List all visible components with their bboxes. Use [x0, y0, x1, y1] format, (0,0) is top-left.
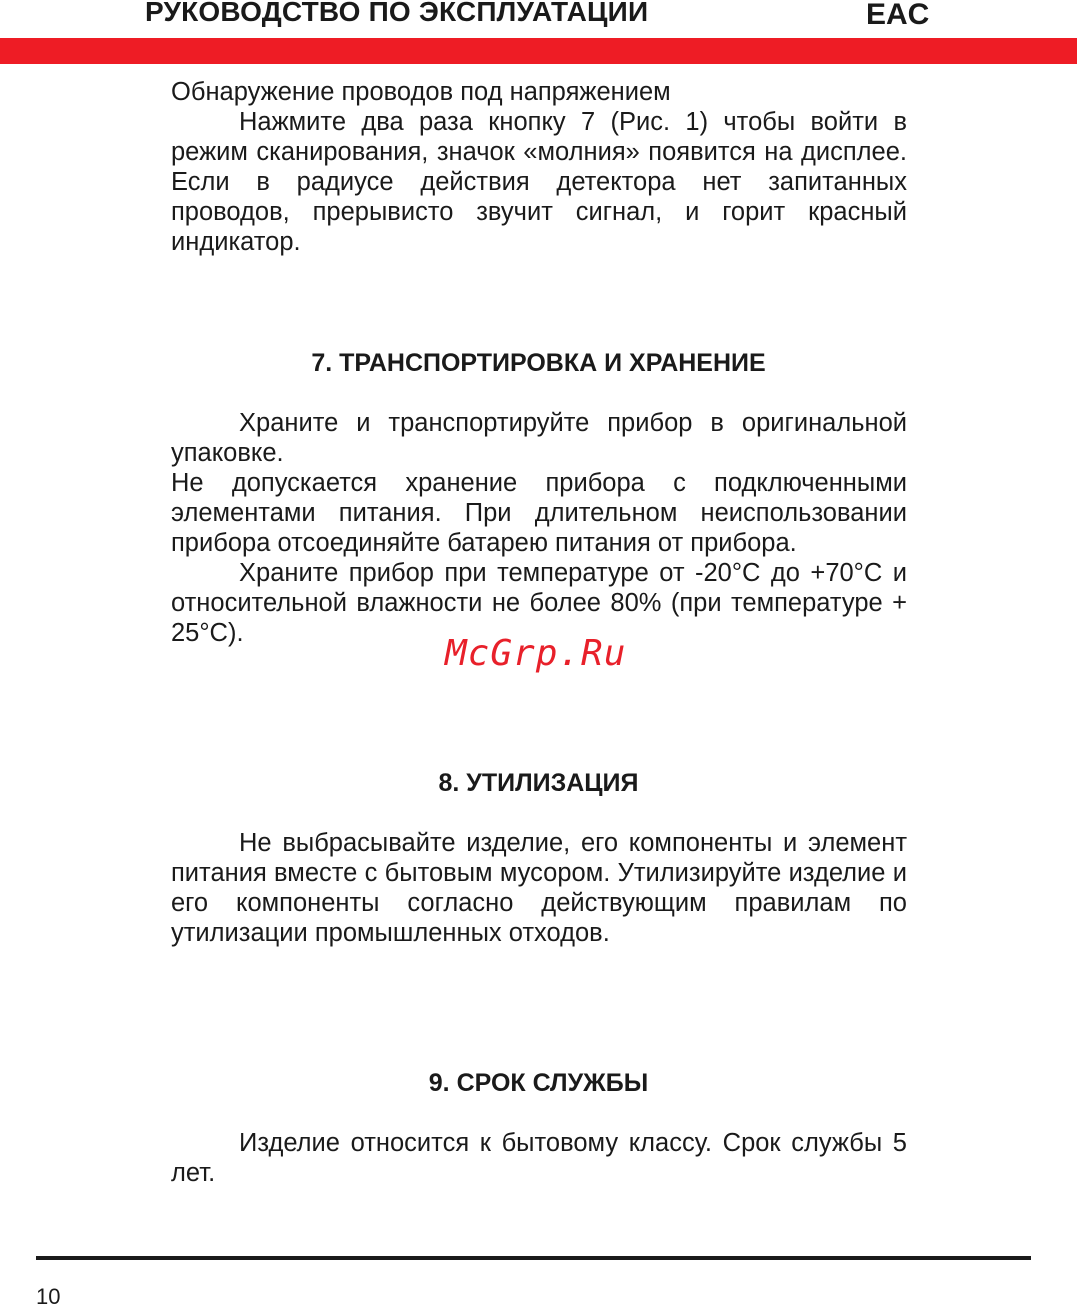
header-red-band	[0, 38, 1077, 64]
section-9-body	[171, 1128, 907, 1188]
eac-mark: EAC	[866, 0, 930, 31]
page-number: 10	[36, 1284, 61, 1309]
section-7-heading	[0, 348, 1077, 378]
section-8-heading	[0, 768, 1077, 798]
section-8-paragraph-1: Не выбрасывайте изделие, его компоненты и элемент питания вместе с бытовым мусором. Утилизируйте изделие и его компоненты согласно действующим правилам по утилизации промышленных отходов.	[171, 829, 907, 947]
section-7-heading-text: 7. ТРАНСПОРТИРОВКА И ХРАНЕНИЕ	[311, 349, 766, 377]
section-7-body	[171, 408, 907, 648]
section-8-heading-text: 8. УТИЛИЗАЦИЯ	[438, 769, 639, 797]
watermark: McGrp.Ru	[445, 633, 627, 674]
section-8-body	[171, 828, 907, 948]
intro-subtitle: Обнаружение проводов под напряжением	[171, 78, 671, 106]
section-9-heading-text: 9. СРОК СЛУЖБЫ	[428, 1069, 649, 1097]
intro-section	[171, 77, 907, 257]
section-9-heading	[0, 1068, 1077, 1098]
section-9-paragraph-1: Изделие относится к бытовому классу. Срок службы 5 лет.	[171, 1129, 907, 1187]
section-7-paragraph-3: Храните прибор при температуре от -20°С до +70°С и относительной влажности не более 80% (при температуре + 25°С).	[171, 559, 907, 647]
document-header-title: РУКОВОДСТВО ПО ЭКСПЛУАТАЦИИ	[145, 0, 649, 27]
footer-rule	[36, 1256, 1031, 1260]
intro-paragraph: Нажмите два раза кнопку 7 (Рис. 1) чтобы войти в режим сканирования, значок «молния» появится на дисплее. Если в радиусе действия детектора нет запитанных проводов, прерывисто звучит сигнал, и горит красный индикатор.	[171, 108, 907, 256]
section-7-paragraph-2: Не допускается хранение прибора с подключенными элементами питания. При длительном неиспользовании прибора отсоединяйте батарею питания от прибора.	[171, 469, 907, 557]
section-7-paragraph-1: Храните и транспортируйте прибор в оригинальной упаковке.	[171, 409, 907, 467]
